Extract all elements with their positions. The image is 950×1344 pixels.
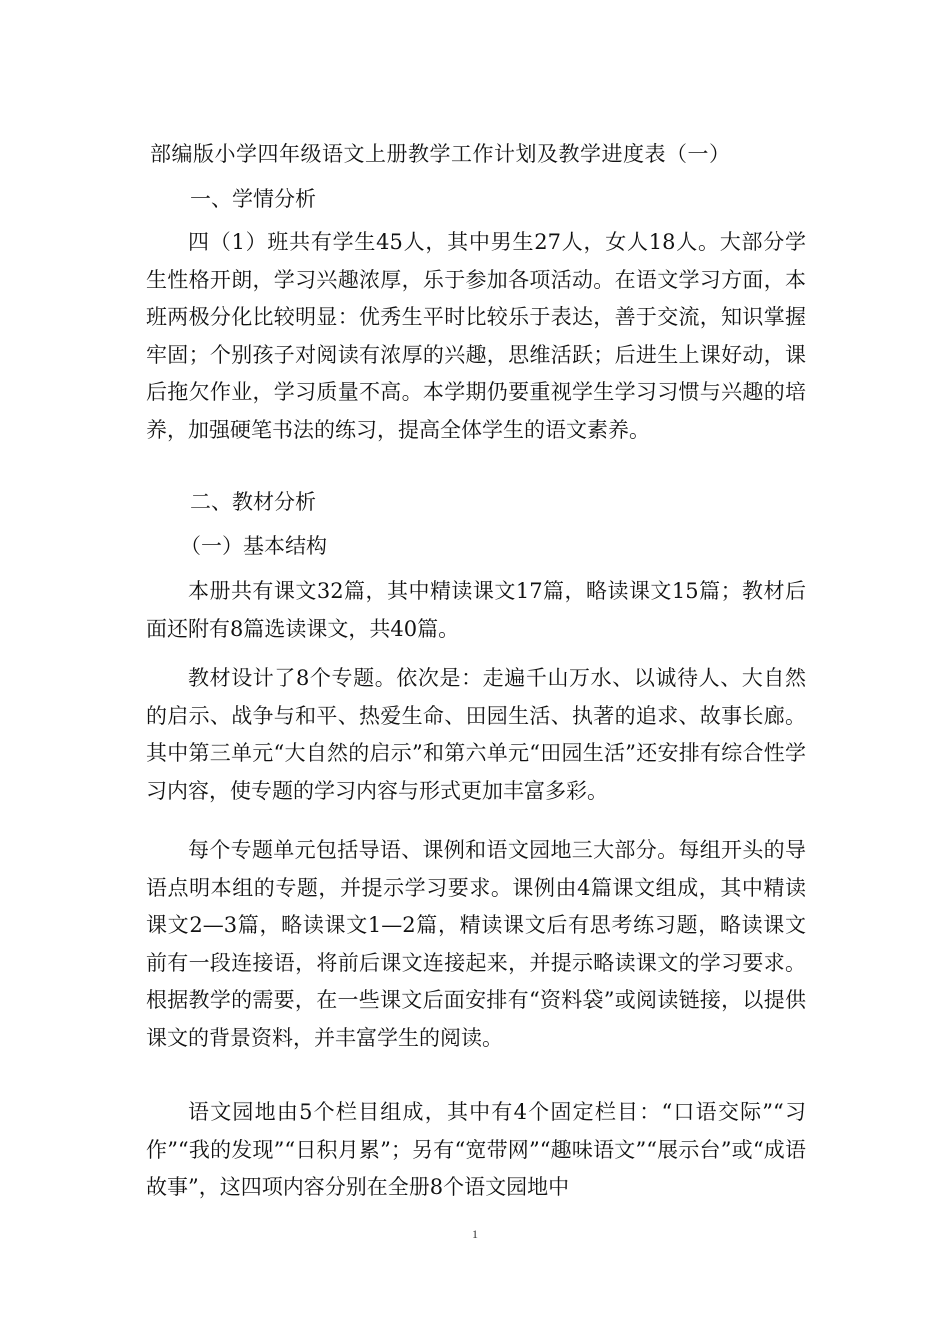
- section-heading-textbook-analysis: 二、教材分析: [190, 490, 316, 514]
- paragraph-student-analysis: 四（1）班共有学生45人，其中男生27人，女人18人。大部分学生性格开朗，学习兴趣浓厚，乐于参加各项活动。在语文学习方面，本班两极分化比较明显：优秀生平时比较乐于表达，善于交流，知识掌握牢固；个别孩子对阅读有浓厚的兴趣，思维活跃；后进生上课好动，课后拖欠作业，学习质量不高。本学期仍要重视学生学习习惯与兴趣的培养，加强硬笔书法的练习，提高全体学生的语文素养。: [146, 230, 806, 442]
- section-heading-student-analysis: 一、学情分析: [190, 187, 316, 211]
- paragraph-text-count: 本册共有课文32篇，其中精读课文17篇，略读课文15篇；教材后面还附有8篇选读课文，共40篇。: [146, 579, 806, 641]
- paragraph-topics: 教材设计了8个专题。依次是：走遍千山万水、以诚待人、大自然的启示、战争与和平、热爱生命、田园生活、执著的追求、故事长廊。其中第三单元“大自然的启示”和第六单元“田园生活”还安排有综合性学习内容，使专题的学习内容与形式更加丰富多彩。: [146, 666, 806, 803]
- paragraph-unit-structure: 每个专题单元包括导语、课例和语文园地三大部分。每组开头的导语点明本组的专题，并提示学习要求。课例由4篇课文组成，其中精读课文2—3篇，略读课文1—2篇，精读课文后有思考练习题，略读课文前有一段连接语，将前后课文连接起来，并提示略读课文的学习要求。根据教学的需要，在一些课文后面安排有“资料袋”或阅读链接，以提供课文的背景资料，并丰富学生的阅读。: [146, 838, 806, 1050]
- document-title: 部编版小学四年级语文上册教学工作计划及教学进度表（一）: [150, 142, 731, 166]
- subsection-heading-basic-structure: （一）基本结构: [180, 534, 327, 558]
- page-number: 1: [472, 1227, 478, 1241]
- paragraph-language-garden: 语文园地由5个栏目组成，其中有4个固定栏目：“口语交际”“习作”“我的发现”“日积月累”；另有“宽带网”“趣味语文”“展示台”或“成语故事”，这四项内容分别在全册8个语文园地中: [146, 1100, 806, 1199]
